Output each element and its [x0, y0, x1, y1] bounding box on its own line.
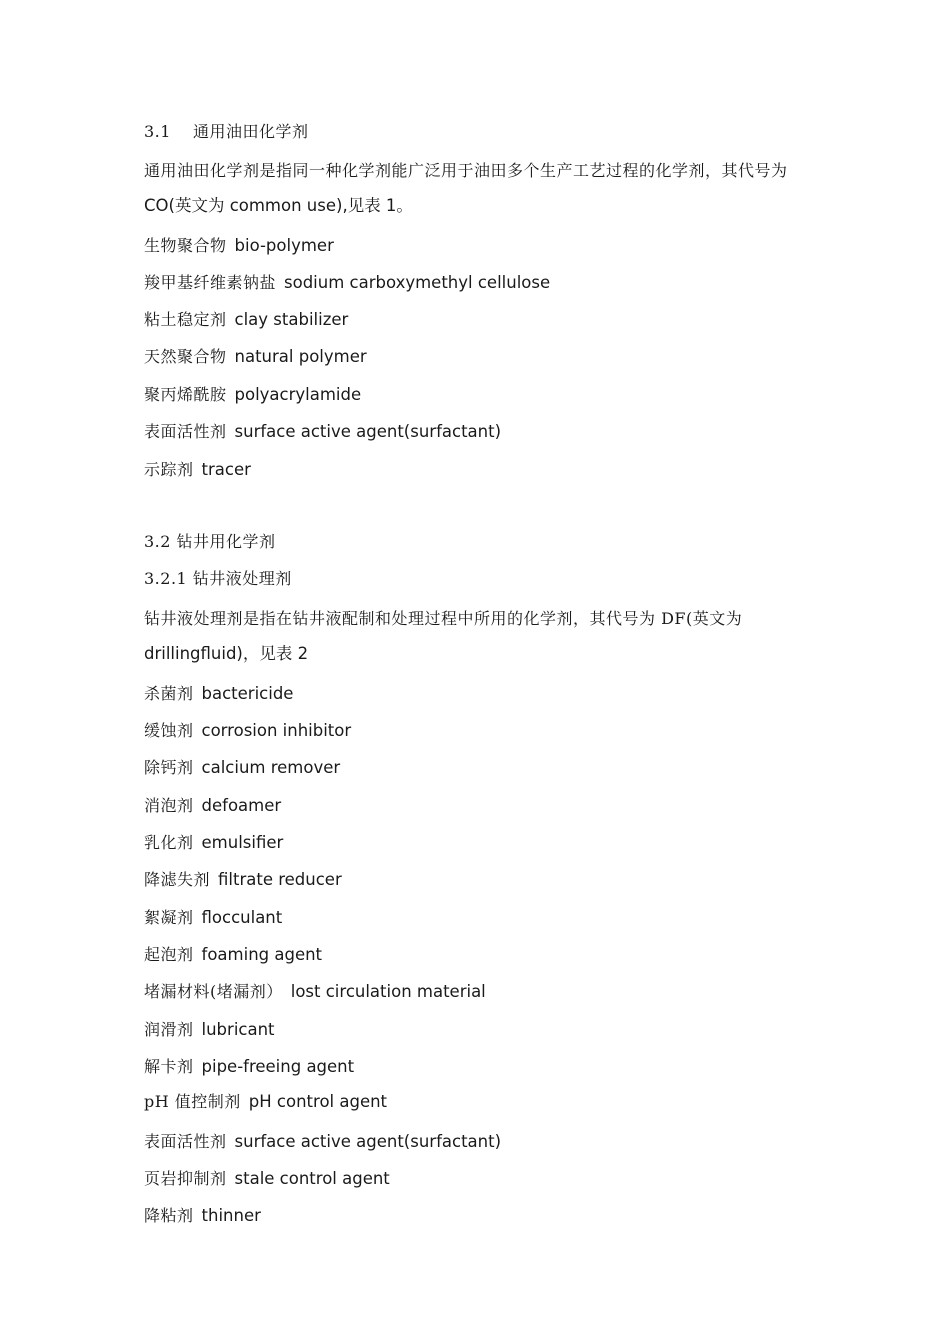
section-heading-3-2: 3.2 钻井用化学剂 [144, 532, 276, 551]
term-row [144, 1056, 354, 1078]
section-description-line: 钻井液处理剂是指在钻井液配制和处理过程中所用的化学剂，其代号为 DF(英文为 [144, 609, 743, 628]
term-zh: 堵漏材料(堵漏剂） [144, 982, 283, 1001]
term-zh: 表面活性剂 [144, 422, 227, 441]
term-row [144, 981, 486, 1003]
term-row [144, 1019, 275, 1041]
term-zh: 表面活性剂 [144, 1132, 227, 1151]
term-zh: 乳化剂 [144, 833, 194, 852]
term-zh: 絮凝剂 [144, 908, 194, 927]
section-heading-3-1: 3.1 通用油田化学剂 [144, 122, 309, 141]
term-en: calcium remover [201, 758, 341, 777]
term-zh: 降滤失剂 [144, 870, 211, 889]
term-row [144, 832, 283, 854]
term-en: flocculant [201, 908, 283, 927]
term-zh: 缓蚀剂 [144, 721, 194, 740]
section-description-line: drillingfluid)，见表 2 [144, 644, 309, 663]
term-zh: 解卡剂 [144, 1057, 194, 1076]
term-row [144, 757, 340, 779]
term-row [144, 1131, 501, 1153]
term-row [144, 683, 293, 705]
term-row [144, 1168, 390, 1190]
term-zh: 页岩抑制剂 [144, 1169, 227, 1188]
term-row [144, 272, 550, 294]
term-zh: 羧甲基纤维素钠盐 [144, 273, 277, 292]
term-zh: 起泡剂 [144, 945, 194, 964]
term-zh: 聚丙烯酰胺 [144, 385, 227, 404]
subsection-heading-3-2-1: 3.2.1 钻井液处理剂 [144, 569, 292, 588]
term-en: surface active agent(surfactant) [234, 422, 502, 441]
term-en: polyacrylamide [234, 385, 362, 404]
term-en: tracer [201, 460, 251, 479]
term-zh: 降粘剂 [144, 1206, 194, 1225]
term-en: pipe-freeing agent [201, 1057, 355, 1076]
term-zh: 除钙剂 [144, 758, 194, 777]
section-description-line: CO(英文为 common use),见表 1。 [144, 196, 413, 215]
term-row [144, 1205, 261, 1227]
term-en: thinner [201, 1206, 261, 1225]
term-en: defoamer [201, 796, 282, 815]
term-zh: 粘土稳定剂 [144, 310, 227, 329]
term-en: lubricant [201, 1020, 275, 1039]
term-en: surface active agent(surfactant) [234, 1132, 502, 1151]
term-en: emulsifier [201, 833, 284, 852]
term-zh: 生物聚合物 [144, 236, 227, 255]
term-en: stale control agent [234, 1169, 390, 1188]
term-zh: 杀菌剂 [144, 684, 194, 703]
term-en: lost circulation material [290, 982, 486, 1001]
term-en: corrosion inhibitor [201, 721, 352, 740]
term-row [144, 346, 367, 368]
term-en: filtrate reducer [218, 870, 342, 889]
term-zh: 示踪剂 [144, 460, 194, 479]
term-row [144, 907, 282, 929]
term-en: natural polymer [234, 347, 367, 366]
term-row [144, 384, 361, 406]
section-description-line: 通用油田化学剂是指同一种化学剂能广泛用于油田多个生产工艺过程的化学剂，其代号为 [144, 161, 788, 180]
term-zh: 润滑剂 [144, 1020, 194, 1039]
term-en: pH control agent [248, 1092, 388, 1111]
term-en: bio-polymer [234, 236, 334, 255]
term-row [144, 869, 342, 891]
term-en: bactericide [201, 684, 294, 703]
term-en: sodium carboxymethyl cellulose [284, 273, 551, 292]
term-row [144, 944, 322, 966]
term-zh: 天然聚合物 [144, 347, 227, 366]
term-row [144, 309, 348, 331]
term-en: foaming agent [201, 945, 323, 964]
term-en: clay stabilizer [234, 310, 349, 329]
term-row [144, 1091, 387, 1113]
term-zh: pH 值控制剂 [144, 1092, 241, 1111]
term-row [144, 459, 251, 481]
term-zh: 消泡剂 [144, 796, 194, 815]
term-row [144, 795, 281, 817]
term-row [144, 720, 351, 742]
term-row [144, 421, 501, 443]
term-row [144, 235, 334, 257]
